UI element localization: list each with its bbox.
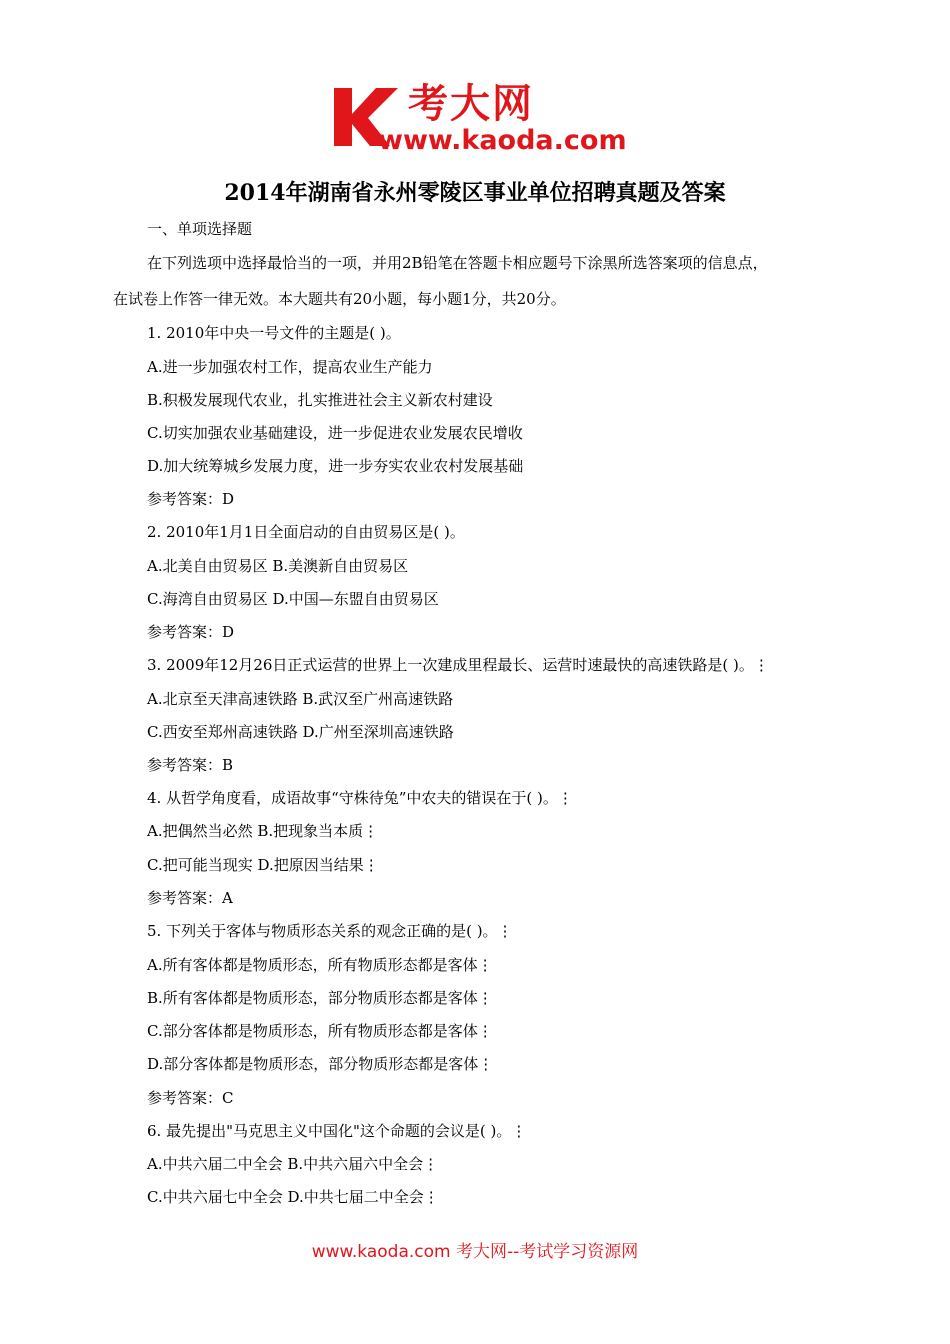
answer-line: 参考答案：D xyxy=(147,490,235,508)
instructions-line-2: 在试卷上作答一律无效。本大题共有20小题，每小题1分，共20分。 xyxy=(113,290,566,308)
answer-line: 参考答案：C xyxy=(147,1089,234,1107)
option-line: C.西安至郑州高速铁路 D.广州至深圳高速铁路 xyxy=(147,723,454,741)
option-line: B.积极发展现代农业，扎实推进社会主义新农村建设 xyxy=(147,391,493,409)
document-title: 2014年湖南省永州零陵区事业单位招聘真题及答案 xyxy=(224,180,726,206)
logo-brand-name: 考大网 xyxy=(408,81,534,127)
question-line: 1. 2010年中央一号文件的主题是( )。 xyxy=(147,324,401,342)
section-heading: 一、单项选择题 xyxy=(147,220,253,238)
question-line: 5. 下列关于客体与物质形态关系的观念正确的是( )。⋮ xyxy=(147,922,513,940)
option-line: D.加大统筹城乡发展力度，进一步夯实农业农村发展基础 xyxy=(147,457,524,475)
option-line: A.北京至天津高速铁路 B.武汉至广州高速铁路 xyxy=(147,690,454,708)
instructions-line-1: 在下列选项中选择最恰当的一项，并用2B铅笔在答题卡相应题号下涂黑所选答案项的信息点， xyxy=(147,254,768,272)
option-line: C.把可能当现实 D.把原因当结果⋮ xyxy=(147,856,379,874)
answer-line: 参考答案：D xyxy=(147,623,235,641)
answer-line: 参考答案：A xyxy=(147,889,233,907)
option-line: C.部分客体都是物质形态，所有物质形态都是客体⋮ xyxy=(147,1022,493,1040)
option-line: A.北美自由贸易区 B.美澳新自由贸易区 xyxy=(147,557,409,575)
option-line: D.部分客体都是物质形态，部分物质形态都是客体⋮ xyxy=(147,1055,494,1073)
option-line: C.海湾自由贸易区 D.中国—东盟自由贸易区 xyxy=(147,590,439,608)
option-line: A.所有客体都是物质形态，所有物质形态都是客体⋮ xyxy=(147,956,493,974)
option-line: C.中共六届七中全会 D.中共七届二中全会⋮ xyxy=(147,1188,439,1206)
question-line: 6. 最先提出"马克思主义中国化"这个命题的会议是( )。⋮ xyxy=(147,1122,527,1140)
question-line: 3. 2009年12月26日正式运营的世界上一次建成里程最长、运营时速最快的高速铁路是( )。⋮ xyxy=(147,656,769,674)
logo xyxy=(330,80,660,160)
option-line: A.中共六届二中全会 B.中共六届六中全会⋮ xyxy=(147,1155,439,1173)
option-line: A.进一步加强农村工作，提高农业生产能力 xyxy=(147,358,433,376)
footer-link[interactable]: www.kaoda.com 考大网--考试学习资源网 xyxy=(311,1242,639,1262)
option-line: A.把偶然当必然 B.把现象当本质⋮ xyxy=(147,822,379,840)
answer-line: 参考答案：B xyxy=(147,756,234,774)
logo-brand-url: www.kaoda.com xyxy=(378,125,627,156)
question-line: 2. 2010年1月1日全面启动的自由贸易区是( )。 xyxy=(147,523,465,541)
question-line: 4. 从哲学角度看，成语故事“守株待兔”中农夫的错误在于( )。⋮ xyxy=(147,789,573,807)
option-line: B.所有客体都是物质形态，部分物质形态都是客体⋮ xyxy=(147,989,493,1007)
option-line: C.切实加强农业基础建设，进一步促进农业发展农民增收 xyxy=(147,424,523,442)
